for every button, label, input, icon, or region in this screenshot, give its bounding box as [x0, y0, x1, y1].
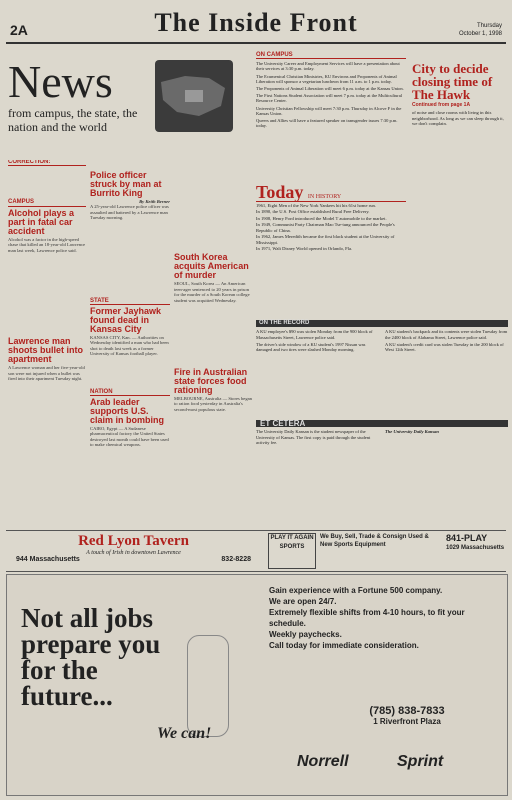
left-column — [8, 160, 86, 525]
list-item: The driver's side window of a KU student's 1997 Nissan was damaged and two tires were slashed Monday morning. — [256, 341, 366, 353]
recruitment-ad[interactable] — [6, 574, 508, 796]
list-item: 1961, Eight Men of the New York Yankees hit his 61st home run. — [256, 202, 376, 208]
section-state: STATE — [90, 299, 170, 305]
et-cetera-box — [256, 420, 508, 520]
story-text: CAIRO, Egypt — A Sudanese pharmaceutical factory the United States destroyed last month could have been used to make chemical weapons. — [90, 425, 169, 448]
story-text: KANSAS CITY, Kan. — Authorities on Wednesday identified a man who had been shot to death last week as a former University of Kansas football player. — [90, 334, 169, 357]
story-headline: Alcohol plays a part in fatal car accident — [8, 207, 75, 236]
page-date-text: October 1, 1998 — [458, 31, 502, 37]
today-heading — [256, 182, 406, 202]
page-header — [6, 8, 506, 44]
story-headline: Police officer struck by man at Burrito King — [90, 170, 162, 198]
ad-row — [6, 530, 506, 572]
story-text: A 25-year-old Lawrence police officer was assaulted and battered by a Lawrence man Tuesday morning. — [90, 204, 169, 221]
story-headline: Fire in Australian state forces food rationing — [174, 366, 248, 395]
today-title: Today — [256, 182, 304, 202]
news-heading: News — [8, 56, 113, 107]
city-text: of noise and close rooms with living in this neighborhood. As long as we can sleep through it, we don't complain. — [412, 110, 504, 126]
sports-phone: 841-PLAY — [446, 533, 488, 543]
city-headline: City to decide closing time of The Hawk — [412, 61, 493, 102]
story-headline: Lawrence man shoots bullet into apartment — [8, 336, 83, 365]
world-column — [174, 170, 252, 525]
list-item: The Ecumenical Christian Ministries, KU Environs and Proponents of Animal Liberation will sponsor a vegetarian luncheon from 11 a.m. to 1 p.m. today. — [256, 73, 397, 84]
story-text: SEOUL, South Korea — An American teen-ager sentenced to 20 years in prison for the murder of a South Korean college student was acquitted Wednesday. — [174, 281, 250, 303]
us-map-graphic — [155, 60, 233, 132]
story-text: A Lawrence woman and her five-year-old son were not injured when a bullet was fired into their apartment Tuesday night. — [8, 365, 85, 382]
ad-address: 1 Riverfront Plaza — [373, 717, 441, 726]
tavern-address: 944 Massachusetts — [16, 556, 80, 563]
story-text: Alcohol was a factor in the high-speed chase that killed an 18-year-old Lawrence man last week, Lawrence police said. — [8, 236, 86, 253]
ad-bullets — [269, 585, 499, 651]
person-illustration — [187, 635, 229, 737]
sprint-logo: Sprint — [397, 753, 444, 770]
list-item: Weekly paychecks. — [269, 630, 342, 639]
list-item: In 1962, James Meredith became the first black student at the University of Mississippi. — [256, 234, 395, 245]
etc-publisher: The University Daily Kansan — [385, 429, 439, 435]
sports-ad[interactable] — [268, 533, 506, 569]
list-item: We are open 24/7. — [269, 597, 337, 606]
list-item: In 1971, Walt Disney World opened in Orlando, Fla. — [256, 246, 353, 251]
tavern-phone: 832-8228 — [221, 556, 251, 563]
sports-tagline: We Buy, Sell, Trade & Consign Used & New Sports Equipment — [320, 534, 429, 548]
section-campus: CAMPUS — [8, 200, 86, 206]
page-title: The Inside Front — [154, 8, 358, 37]
middle-column — [90, 170, 170, 525]
section-on-record: ON THE RECORD — [256, 320, 508, 327]
section-on-campus: ON CAMPUS — [256, 53, 406, 59]
today-subtitle: IN HISTORY — [307, 194, 342, 200]
list-item: A KU student's credit card was stolen Tuesday in the 200 block of West 12th Street. — [385, 341, 504, 353]
norrell-logo: Norrell — [297, 753, 349, 770]
page-date — [459, 22, 502, 38]
list-item: In 1949, Communist Party Chairman Mao Tse-tung announced the People's Republic of China. — [256, 222, 395, 233]
section-nation: NATION — [90, 390, 170, 396]
list-item: A KU student's backpack and its contents were stolen Tuesday from the 2400 block of Alabama Street, Lawrence police said. — [385, 329, 508, 340]
list-item: The University Career and Employment Services will have a presentation about their services at 3:30 p.m. today. — [256, 61, 400, 72]
on-campus-box — [256, 53, 406, 183]
city-story — [412, 62, 508, 312]
story-headline: South Korea acquits American of murder — [174, 252, 249, 281]
list-item: In 1908, Henry Ford introduced the Model T automobile to the market. — [256, 215, 387, 221]
page-number: 2A — [10, 22, 28, 38]
news-tagline: from campus, the state, the nation and the world — [8, 106, 138, 134]
today-in-history — [256, 182, 406, 300]
list-item: The First Nations Student Association will meet 7 p.m. today at the Multicultural Resource Center. — [256, 93, 402, 104]
list-item: In 1890, the U.S. Post Office established Rural Free Delivery. — [256, 209, 370, 214]
sports-logo: PLAY IT AGAIN SPORTS — [268, 533, 316, 569]
list-item: The Proponents of Animal Liberation will meet 6 p.m. today at the Kansas Union. — [256, 86, 404, 92]
section-et-cetera: ET CETERA — [256, 420, 508, 427]
list-item: Gain experience with a Fortune 500 company. — [269, 586, 443, 595]
tavern-tagline: A touch of Irish in downtown Lawrence — [86, 550, 181, 556]
section-correction: CORRECTION: — [8, 160, 86, 166]
map-icon — [155, 60, 233, 132]
story-headline: Former Jayhawk found dead in Kansas City — [90, 305, 162, 334]
tavern-name: Red Lyon Tavern — [78, 533, 189, 549]
tavern-ad[interactable] — [6, 533, 261, 569]
page-day: Thursday — [476, 23, 502, 29]
list-item: A KU employee's $90 wax stolen Monday from the 900 block of Massachusetts Street, Lawrence police said. — [256, 329, 373, 340]
story-headline: Arab leader supports U.S. claim in bombing — [90, 396, 165, 425]
story-text: MELBOURNE, Australia — Stores began to ration food yesterday in Australia's second-most populous state. — [174, 395, 252, 412]
ad-call: Call today for immediate consideration. — [269, 641, 419, 650]
ad-phone: (785) 838-7833 — [369, 705, 445, 717]
continued-label: Continued from page 1A — [412, 102, 471, 108]
sports-address: 1029 Massachusetts — [446, 545, 505, 551]
ad-headline: Not all jobs prepare you for the future... — [21, 603, 161, 711]
on-the-record — [256, 320, 508, 412]
story-byline: By Keith Berner — [139, 199, 170, 204]
list-item: Queers and Allies will have a featured speaker on transgender issues 7:30 p.m. today. — [256, 118, 398, 129]
list-item: Extremely flexible shifts from 4-10 hours, to fit your schedule. — [269, 608, 465, 628]
etc-text: The University Daily Kansan is the student newspaper of the University of Kansas. The first copy is paid through the student activity fee. — [256, 429, 371, 445]
list-item: University Christian Fellowship will meet 7:30 p.m. Thursday in Alcove F in the Kansas Union. — [256, 105, 402, 116]
ad-subheadline: We can! — [157, 725, 212, 742]
ad-contact — [337, 705, 477, 726]
